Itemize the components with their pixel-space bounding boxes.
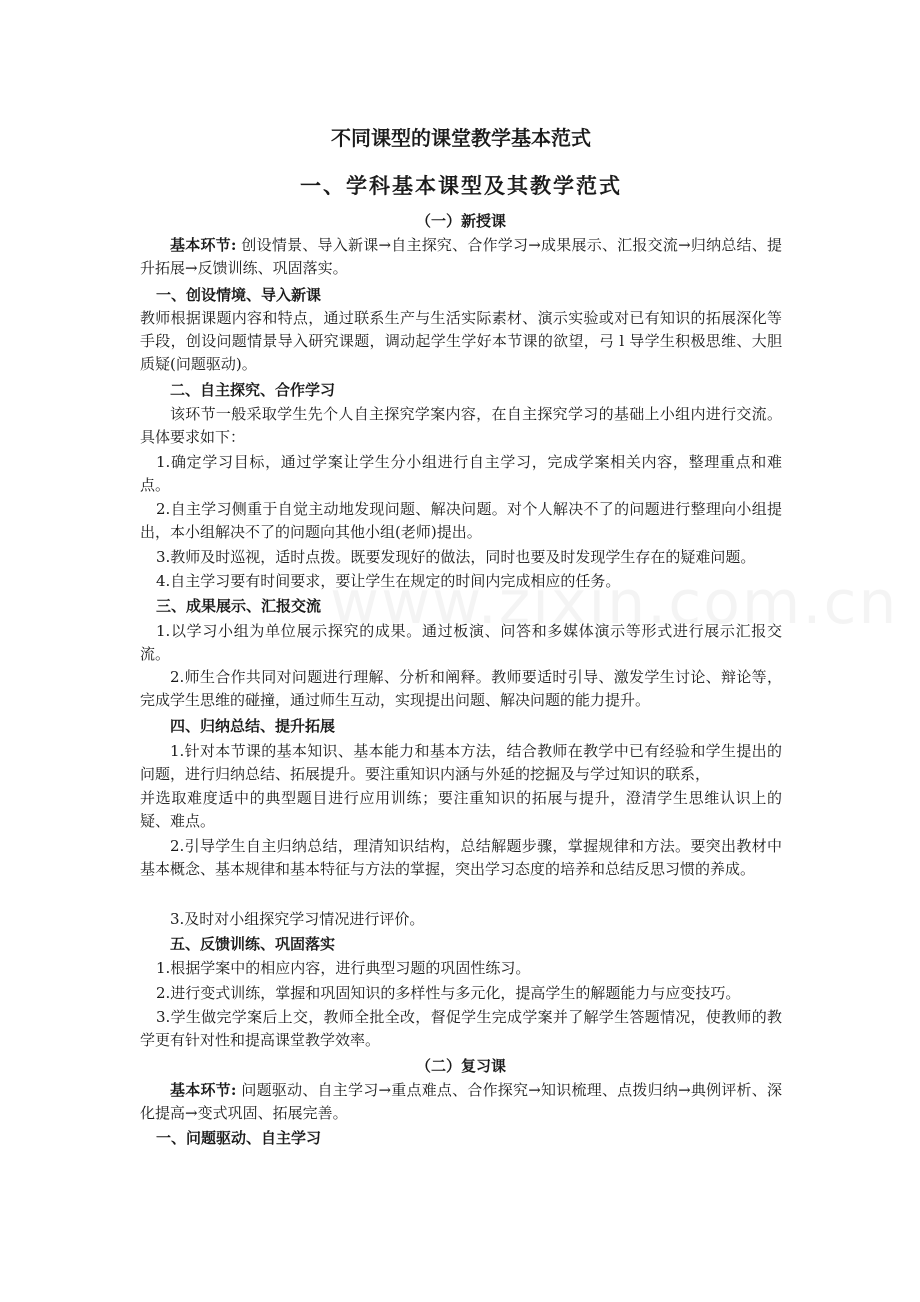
paragraph-step-2-item-4: 4.自主学习要有时间要求，要让学生在规定的时间内完成相应的任务。 <box>156 572 621 590</box>
paragraph-step-2-item-2: 2.自主学习侧重于自觉主动地发现问题、解决问题。对个人解决不了的问题进行整理向小组提出，本小组解决不了的问题向其他小组(老师)提出。 <box>140 500 782 541</box>
subtitle-new-lesson: （一）新授课 <box>415 212 506 230</box>
review-heading-step-1: 一、问题驱动、自主学习 <box>156 1129 322 1147</box>
paragraph-step-2-item-1: 1.确定学习目标，通过学案让学生分小组进行自主学习，完成学案相关内容，整理重点和难点。 <box>140 453 782 494</box>
paragraph-step-4-item-1b: 并选取难度适中的典型题目进行应用训练；要注重知识的拓展与提升，澄清学生思维认识上的疑、难点。 <box>140 789 782 830</box>
paragraph-step-3-item-1: 1.以学习小组为单位展示探究的成果。通过板演、问答和多媒体演示等形式进行展示汇报交流。 <box>140 622 782 663</box>
paragraph-step-4-item-3: 3.及时对小组探究学习情况进行评价。 <box>170 910 425 928</box>
paragraph-step-5-item-3: 3.学生做完学案后上交，教师全批全改，督促学生完成学案并了解学生答题情况，使教师的教学更有针对性和提高课堂教学效率。 <box>140 1008 782 1049</box>
paragraph-step-2-intro: 该环节一般采取学生先个人自主探究学案内容，在自主探究学习的基础上小组内进行交流。具体要求如下： <box>140 405 782 446</box>
section-title: 一、学科基本课型及其教学范式 <box>300 174 622 198</box>
review-basic-steps-paragraph <box>140 1079 782 1125</box>
basic-steps-paragraph <box>140 234 782 280</box>
paragraph-step-5-item-1: 1.根据学案中的相应内容，进行典型习题的巩固性练习。 <box>156 959 531 977</box>
paragraph-step-4-item-2: 2.引导学生自主归纳总结，理清知识结构，总结解题步骤，掌握规律和方法。要突出教材中基本概念、基本规律和基本特征与方法的掌握，突出学习态度的培养和总结反思习惯的养成。 <box>140 837 782 878</box>
heading-step-3: 三、成果展示、汇报交流 <box>156 597 322 615</box>
paragraph-step-5-item-2: 2.进行变式训练，掌握和巩固知识的多样性与多元化，提高学生的解题能力与应变技巧。 <box>156 984 741 1002</box>
heading-step-5: 五、反馈训练、巩固落实 <box>170 935 336 953</box>
paragraph-step-3-item-2: 2.师生合作共同对问题进行理解、分析和阐释。教师要适时引导、激发学生讨论、辩论等，完成学生思维的碰撞，通过师生互动，实现提出问题、解决问题的能力提升。 <box>140 668 782 709</box>
basic-steps-label: 基本环节: <box>170 236 237 254</box>
heading-step-4: 四、归纳总结、提升拓展 <box>170 717 336 735</box>
heading-step-2: 二、自主探究、合作学习 <box>170 381 336 399</box>
heading-step-1: 一、创设情境、导入新课 <box>156 286 322 304</box>
basic-steps-text: 创设情景、导入新课→自主探究、合作学习→成果展示、汇报交流→归纳总结、提升拓展→反馈训练、巩固落实。 <box>140 236 782 277</box>
document-title: 不同课型的课堂教学基本范式 <box>331 126 591 150</box>
paragraph-step-4-item-1a: 1.针对本节课的基本知识、基本能力和基本方法，结合教师在教学中已有经验和学生提出的问题，进行归纳总结、拓展提升。要注重知识内涵与外延的挖掘及与学过知识的联系， <box>140 742 782 783</box>
subtitle-review-lesson: （二）复习课 <box>415 1057 506 1075</box>
review-basic-steps-text: 问题驱动、自主学习→重点难点、合作探究→知识梳理、点拨归纳→典例评析、深化提高→变式巩固、拓展完善。 <box>140 1081 782 1122</box>
paragraph-step-2-item-3: 3.教师及时巡视，适时点拨。既要发现好的做法，同时也要及时发现学生存在的疑难问题。 <box>156 548 756 566</box>
paragraph-step-1: 教师根据课题内容和特点，通过联系生产与生活实际素材、演示实验或对已有知识的拓展深化等手段，创设问题情景导入研究课题，调动起学生学好本节课的欲望，弓 l 导学生积极思维、大胆质疑(问题驱动)。 <box>140 309 782 373</box>
review-basic-steps-label: 基本环节: <box>170 1081 237 1099</box>
